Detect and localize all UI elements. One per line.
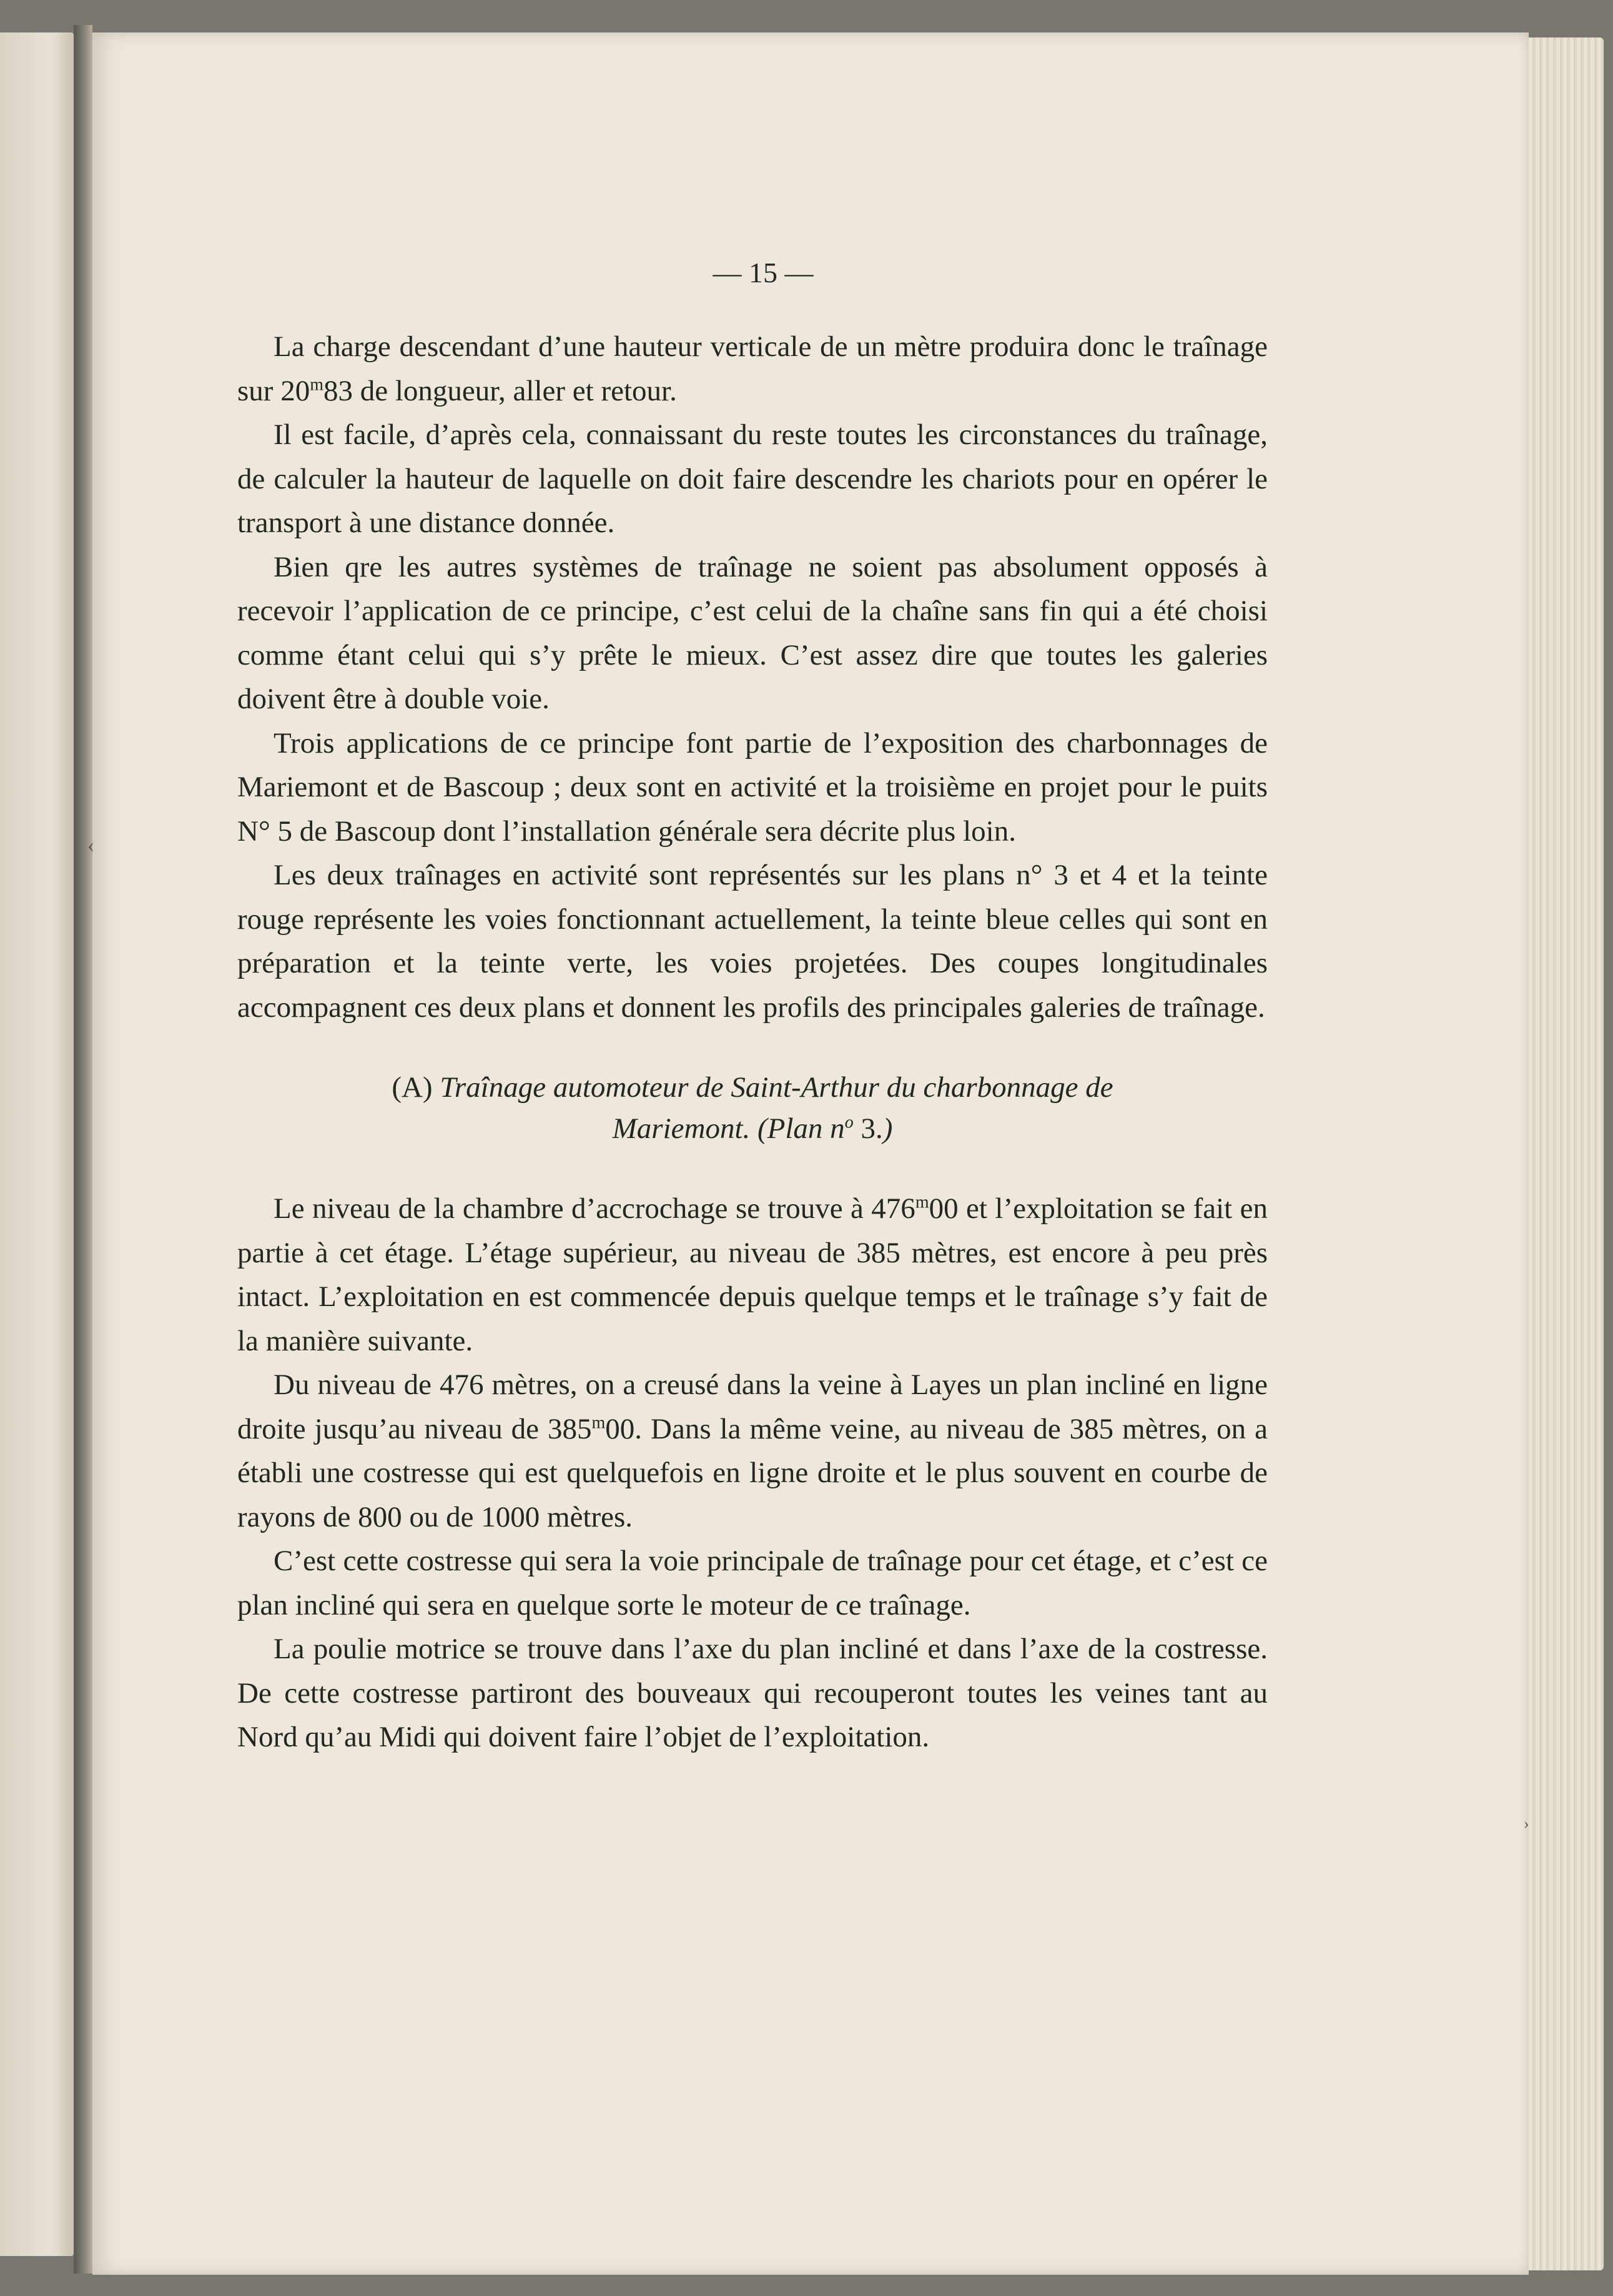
book-gutter <box>74 25 95 2274</box>
section-title-line1: Traînage automoteur de Saint-Arthur du charbonnage de <box>440 1071 1113 1104</box>
paragraph-1: La charge descendant d’une hauteur verticale de un mètre produira donc le traînage sur 20$^m$83 de longueur, aller et retour. <box>237 330 1268 407</box>
paragraph-4: Trois applications de ce principe font partie de l’exposition des charbonnages de Mariemont et de Bascoup ; deux sont en activité et la troisième en projet pour le puits N° 5 de Bascoup dont l’installation générale sera décrite plus loin. <box>237 726 1268 848</box>
paragraph-2: Il est facile, d’après cela, connaissant du reste toutes les circonstances du traînage, de calculer la hauteur de laquelle on doit faire descendre les chariots pour en opérer le transport à une distance donnée. <box>237 418 1268 539</box>
left-page-edge <box>0 32 74 2256</box>
paragraph-9: La poulie motrice se trouve dans l’axe du plan incliné et dans l’axe de la costresse. De cette costresse partiront des bouveaux qui recouperont toutes les veines tant au Nord qu’au Midi qui doivent faire l’objet de l’exploitation. <box>237 1633 1268 1753</box>
paragraph-7: Du niveau de 476 mètres, on a creusé dans la veine à Layes un plan incliné en ligne droite jusqu’au niveau de 385$^m$00. Dans la même veine, au niveau de 385 mètres, on a établi une costresse qui est quelquefois en ligne droite et le plus souvent en courbe de rayons de 800 ou de 1000 mètres. <box>237 1368 1268 1533</box>
paragraph-5: Les deux traînages en activité sont représentés sur les plans n° 3 et 4 et la teinte rouge représente les voies fonctionnant actuellement, la teinte bleue celles qui sont en préparation et la teinte verte, les voies projetées. Des coupes longitudinales accompagnent ces deux plans et donnent les profils des principales galeries de traînage. <box>237 859 1268 1024</box>
paragraph-8: C’est cette costresse qui sera la voie principale de traînage pour cet étage, et c’est ce plan incliné qui sera en quelque sorte le moteur de ce traînage. <box>237 1545 1268 1621</box>
page-number: — 15 — <box>713 257 814 289</box>
section-heading: (A) Traînage automoteur de Saint-Arthur du charbonnage de Mariemont. (Plan $n^o$ 3.) <box>392 1071 1113 1145</box>
page-stack-edges <box>1529 37 1604 2270</box>
body-text <box>237 325 1268 1759</box>
margin-mark-right: › <box>1524 1814 1529 1833</box>
margin-mark-left: ‹ <box>87 834 95 857</box>
section-label: (A) <box>392 1071 433 1104</box>
paragraph-3: Bien qre les autres systèmes de traînage ne soient pas absolument opposés à recevoir l’application de ce principe, c’est celui de la chaîne sans fin qui a été choisi comme étant celui qui s’y prête le mieux. C’est assez dire que toutes les galeries doivent être à double voie. <box>237 550 1268 715</box>
paragraph-6: Le niveau de la chambre d’accrochage se trouve à 476$^m$00 et l’exploitation se fait en partie à cet étage. L’étage supérieur, au niveau de 385 mètres, est encore à peu près intact. L’exploitation en est commencée depuis quelque temps et le traînage s’y fait de la manière suivante. <box>237 1192 1268 1357</box>
section-title-line2: Mariemont. (Plan n <box>612 1112 845 1145</box>
